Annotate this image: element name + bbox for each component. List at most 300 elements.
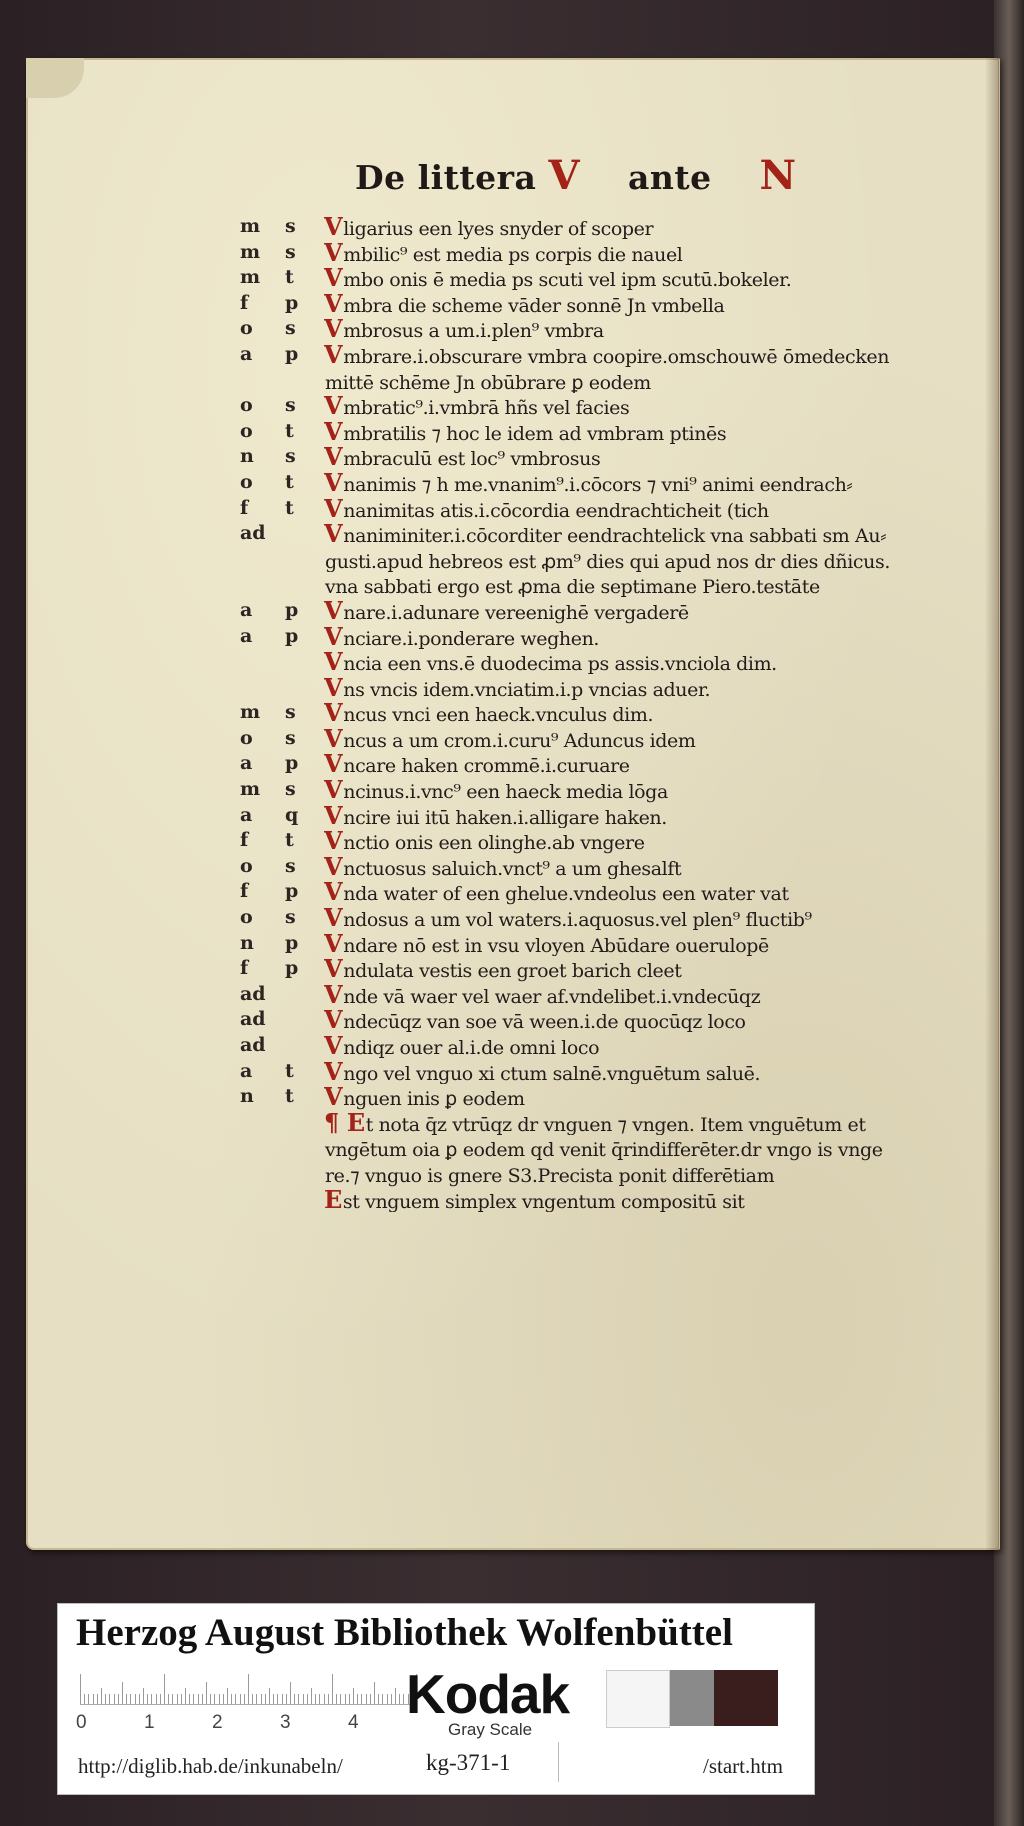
text-line [240,342,930,368]
entry-text [324,1135,930,1161]
ruler-tick [181,1694,182,1704]
ruler-tick [193,1694,194,1704]
rubric-initial: ¶ E [324,1109,365,1136]
entry-body: ndecūqz van soe vā ween.i.de quocūqz loco [343,1011,746,1033]
text-line [240,675,930,701]
margin-note-gender: ad [240,522,266,545]
ruler-tick [332,1674,333,1704]
margin-note-gender: o [240,906,253,929]
margin-note-gender: m [240,266,261,289]
text-line [240,240,930,266]
ruler-tick [378,1694,379,1704]
entry-body: t nota q̄z vtrūqz dr vnguen ⁊ vngen. Item vnguētum et [365,1113,866,1136]
margin-note-gender: n [240,445,254,468]
margin-note-conjugation: p [285,342,299,365]
rubric-initial: V [324,1084,343,1110]
ruler-tick [240,1694,241,1704]
ruler-tick [244,1694,245,1704]
ruler-tick [345,1694,346,1704]
rubric-initial: V [324,393,343,419]
entry-body: nare.i.adunare vereenighē vergaderē [343,601,689,624]
entry-text [324,342,930,368]
rubric-initial: V [324,1058,343,1085]
entry-body: ncus vnci een haeck.vnculus dim. [343,704,654,726]
gray-patch [670,1670,714,1726]
entry-body: ndulata vestis een groet barich cleet [343,960,682,982]
margin-note-conjugation: p [285,752,299,775]
margin-note-gender: f [240,829,249,852]
text-line [240,649,930,675]
text-line [240,521,930,547]
entry-body: st vnguem simplex vngentum compositū sit [342,1190,745,1213]
entry-text [324,803,930,829]
library-title: Herzog August Bibliothek Wolfenbüttel [76,1611,733,1654]
margin-note-conjugation: p [285,598,299,621]
margin-note-conjugation: p [285,880,299,903]
text-line [240,726,930,752]
entry-text [324,444,930,470]
margin-note-conjugation: p [285,957,299,980]
text-line [240,1161,930,1187]
text-line [240,1110,930,1136]
entry-body: ligarius een lyes snyder of scoper [343,218,654,240]
ruler-tick [88,1694,89,1704]
text-line [240,368,930,394]
entry-body: ncire iui itū haken.i.alligare haken. [343,806,667,829]
entry-body: mittē schēme Jn obūbrare ꝑ eodem [325,371,651,394]
entry-body: mbra die scheme vāder sonnē Jn vmbella [343,294,725,317]
ruler-tick [80,1674,81,1704]
margin-note-gender: f [240,496,249,519]
gray-scale-label: Gray Scale [448,1720,533,1739]
ruler-tick [151,1694,152,1704]
entry-text [324,598,930,624]
margin-note-conjugation: t [285,470,294,493]
entry-text [324,470,930,496]
rubric-initial: V [324,930,343,957]
rubric-initial: V [324,649,343,675]
entry-text [324,675,930,701]
ruler-tick [370,1694,371,1704]
entry-text [324,931,930,957]
margin-note-gender: ad [240,1034,266,1056]
margin-note-conjugation: s [285,240,296,263]
rubric-initial: V [324,700,343,726]
entry-text [324,700,930,726]
ruler-tick [391,1694,392,1704]
entry-body: naniminiter.i.cōcorditer eendrachtelick vna sabbati sm Au⸗ [343,525,887,547]
header-prefix: De littera [355,158,537,197]
entry-body: ncinus.i.vnc⁹ een haeck media lōga [343,781,668,803]
ruler-tick [219,1694,220,1704]
entry-text [324,419,930,445]
rubric-initial: V [324,265,343,291]
entry-text [324,1084,930,1110]
rubric-initial: V [324,1007,343,1033]
text-line [240,777,930,803]
ruler-tick [374,1682,375,1704]
margin-note-conjugation: s [285,394,296,417]
margin-note-conjugation: q [285,803,299,826]
ruler-tick [269,1688,270,1704]
rubric-initial: V [324,239,343,266]
ruler-tick [231,1694,232,1704]
ruler-tick [311,1688,312,1704]
header-letter-2: N [759,152,797,199]
entry-body: mbo onis ē media ps scuti vel ipm scutū.bokeler. [343,269,792,291]
white-patch [606,1670,670,1728]
entry-text [324,496,930,522]
entry-body: vngētum oia ꝑ eodem qd venit q̄rindifferēter.dr vngo is vnge [325,1139,883,1161]
entry-body: ndiqz ouer al.i.de omni loco [343,1037,600,1059]
ruler-tick [382,1694,383,1704]
ruler-tick [227,1688,228,1704]
margin-note-conjugation: s [285,854,296,877]
entry-body: ns vncis idem.vnciatim.i.p vncias aduer. [343,678,711,701]
text-block [240,214,930,1212]
margin-note-gender: a [240,624,253,647]
margin-note-conjugation: t [285,419,294,442]
text-line [240,444,930,470]
margin-note-conjugation: p [285,291,299,314]
margin-note-conjugation: t [285,496,294,519]
margin-note-conjugation: s [285,778,296,801]
entry-body: re.⁊ vnguo is gnere S3.Precista ponit differētiam [325,1164,775,1187]
ruler-tick [353,1688,354,1704]
text-line [240,624,930,650]
margin-note-gender: o [240,854,253,877]
header-letter: V [548,152,580,199]
rubric-initial: V [324,469,343,496]
rubric-initial: V [324,495,343,522]
margin-note-gender: m [240,778,261,801]
ruler-tick [328,1694,329,1704]
shelfmark: kg-371-1 [426,1750,511,1775]
rubric-initial: V [324,725,343,752]
rubric-initial: V [324,290,343,317]
margin-note-gender: a [240,803,253,826]
text-line [240,1135,930,1161]
text-line [240,956,930,982]
entry-text [324,854,930,880]
rubric-initial: V [324,1033,343,1059]
rubric-initial: V [324,597,343,624]
ruler-number: 2 [212,1712,223,1733]
ruler-tick [277,1694,278,1704]
margin-note-gender: n [240,1085,254,1108]
ruler-tick [256,1694,257,1704]
ruler-tick [319,1694,320,1704]
text-line [240,1187,930,1213]
color-target [57,1603,815,1795]
ruler-tick [324,1694,325,1704]
margin-note-conjugation: t [285,1059,294,1082]
margin-note-gender: m [240,215,261,237]
ruler-tick [366,1694,367,1704]
ruler-tick [235,1694,236,1704]
text-line [240,291,930,317]
margin-note-gender: m [240,701,261,724]
margin-note-conjugation: s [285,445,296,468]
entry-body: mbrare.i.obscurare vmbra coopire.omschouwē ōmedecken [343,345,890,368]
text-line [240,419,930,445]
margin-note-conjugation: t [285,829,294,852]
text-line [240,598,930,624]
ruler-tick [214,1694,215,1704]
ruler-tick [101,1688,102,1704]
entry-text [324,368,930,394]
entry-body: mbilic⁹ est media ps corpis die nauel [343,243,683,266]
rubric-initial: V [324,828,343,854]
margin-note-gender: o [240,726,253,749]
ruler-tick [403,1694,404,1704]
margin-note-gender: f [240,880,249,903]
entry-text [324,547,930,573]
text-line [240,982,930,1008]
rubric-initial: V [324,418,343,445]
entry-text [324,265,930,291]
text-line [240,214,930,240]
entry-text [324,751,930,777]
margin-note-gender: ad [240,1008,266,1031]
ruler-tick [248,1674,249,1704]
ruler-tick [349,1694,350,1704]
text-line [240,1007,930,1033]
entry-text [324,1033,930,1059]
entry-text [324,1161,930,1187]
page-gutter-shadow [985,58,999,1550]
running-header [355,152,797,202]
ruler-tick [135,1694,136,1704]
text-line [240,572,930,598]
entry-text [324,1187,930,1213]
ruler-tick [303,1694,304,1704]
ruler-tick [160,1694,161,1704]
rubric-initial: V [324,853,343,880]
entry-body: nda water of een ghelue.vndeolus een water vat [343,883,789,906]
entry-text [324,1059,930,1085]
rubric-initial: V [324,316,343,342]
margin-note-conjugation: s [285,215,296,237]
entry-body: ngo vel vnguo xi ctum salnē.vnguētum saluē. [343,1062,761,1085]
ruler-tick [168,1694,169,1704]
margin-note-conjugation: p [285,931,299,954]
entry-text [324,905,930,931]
ruler-tick [189,1694,190,1704]
entry-text [324,1007,930,1033]
margin-note-gender: f [240,291,249,314]
text-line [240,316,930,342]
ruler-tick [294,1694,295,1704]
ruler-tick [290,1682,291,1704]
ruler-tick [172,1694,173,1704]
ruler-tick [261,1694,262,1704]
entry-body: vna sabbati ergo est ꝓma die septimane Piero.testāte [325,576,820,598]
rubric-initial: V [324,879,343,906]
ruler-tick [206,1682,207,1704]
text-line [240,393,930,419]
entry-body: ndare nō est in vsu vloyen Abūdare ouerulopē [343,934,769,957]
margin-note-conjugation: t [285,266,294,289]
ruler [80,1670,416,1705]
ruler-tick [139,1694,140,1704]
ruler-tick [126,1694,127,1704]
entry-body: ncia een vns.ē duodecima ps assis.vnciola dim. [343,653,777,675]
entry-body: nctuosus saluich.vnct⁹ a um ghesalft [343,857,682,880]
rubric-initial: V [324,981,343,1008]
ruler-tick [164,1674,165,1704]
entry-body: ncus a um crom.i.curu⁹ Aduncus idem [343,729,696,752]
black-patch [714,1670,778,1726]
entry-text [324,726,930,752]
entry-body: nciare.i.ponderare weghen. [343,627,600,650]
rubric-initial: V [324,956,343,982]
margin-note-gender: o [240,419,253,442]
entry-body: mbratilis ⁊ hoc le idem ad vmbram ptinēs [343,422,727,445]
entry-body: gusti.apud hebreos est ꝓm⁹ dies qui apud nos dr dies dñicus. [325,550,890,573]
entry-text [324,879,930,905]
ruler-tick [387,1694,388,1704]
text-line [240,905,930,931]
entry-text [324,1110,930,1136]
rubric-initial: V [324,802,343,829]
entry-text [324,828,930,854]
ruler-tick [357,1694,358,1704]
margin-note-gender: a [240,1059,253,1082]
margin-note-gender: a [240,342,253,365]
ruler-numbers [76,1712,416,1736]
text-line [240,879,930,905]
entry-text [324,777,930,803]
entry-text [324,624,930,650]
text-line [240,828,930,854]
entry-body: ncare haken crommē.i.curuare [343,755,630,778]
entry-body: mbrosus a um.i.plen⁹ vmbra [343,320,604,342]
margin-note-conjugation: s [285,701,296,724]
ruler-tick [202,1694,203,1704]
margin-note-gender: a [240,598,253,621]
ruler-tick [147,1694,148,1704]
entry-text [324,214,930,240]
header-middle: ante [627,158,712,197]
ruler-number: 3 [280,1712,291,1733]
entry-body: ndosus a um vol waters.i.aquosus.vel plen⁹ fluctib⁹ [343,909,812,931]
ruler-tick [298,1694,299,1704]
margin-note-gender: f [240,957,249,980]
entry-body: nguen inis ꝑ eodem [343,1088,525,1110]
ruler-tick [118,1694,119,1704]
ruler-tick [122,1682,123,1704]
ruler-tick [97,1694,98,1704]
text-line [240,931,930,957]
ruler-tick [252,1694,253,1704]
ruler-tick [286,1694,287,1704]
ruler-tick [315,1694,316,1704]
entry-body: mbratic⁹.i.vmbrā hñs vel facies [343,397,630,419]
ruler-tick [177,1694,178,1704]
margin-note-gender: n [240,931,254,954]
ruler-tick [399,1694,400,1704]
rubric-initial: V [324,674,343,701]
entry-body: nctio onis een olinghe.ab vngere [343,832,645,854]
rubric-initial: V [324,521,343,547]
rubric-initial: V [324,777,343,803]
margin-note-gender: m [240,240,261,263]
ruler-number: 4 [348,1712,359,1733]
entry-text [324,393,930,419]
start-path: /start.htm [703,1754,783,1778]
rubric-initial: V [324,341,343,368]
margin-note-gender: ad [240,982,266,1005]
margin-note-gender: o [240,394,253,417]
ruler-number: 0 [76,1712,87,1733]
entry-body: nanimis ⁊ h me.vnanim⁹.i.cōcors ⁊ vni⁹ animi eendrach⸗ [343,473,853,496]
source-url: http://diglib.hab.de/inkunabeln/ [78,1754,343,1778]
text-line [240,1059,930,1085]
ruler-number: 1 [144,1712,155,1733]
entry-text [324,316,930,342]
text-line [240,751,930,777]
ruler-tick [395,1688,396,1704]
text-line [240,496,930,522]
ruler-tick [307,1694,308,1704]
ruler-tick [340,1694,341,1704]
entry-body: nanimitas atis.i.cōcordia eendrachticheit (tich [343,499,769,522]
ruler-tick [336,1694,337,1704]
margin-note-conjugation: s [285,726,296,749]
divider [558,1742,559,1782]
ruler-tick [105,1694,106,1704]
ruler-tick [109,1694,110,1704]
entry-text [324,291,930,317]
ruler-tick [273,1694,274,1704]
rubric-initial: V [324,751,343,778]
kodak-logo: Kodak [406,1663,570,1725]
ruler-tick [210,1694,211,1704]
entry-text [324,240,930,266]
text-line [240,1033,930,1059]
text-line [240,803,930,829]
ruler-tick [265,1694,266,1704]
rubric-initial: V [324,623,343,650]
text-line [240,700,930,726]
rubric-initial: V [324,905,343,931]
rubric-initial: E [324,1186,342,1213]
rubric-initial: V [324,214,343,240]
ruler-tick [223,1694,224,1704]
entry-body: nde vā waer vel waer af.vndelibet.i.vndecūqz [343,985,761,1008]
text-line [240,265,930,291]
ruler-tick [198,1694,199,1704]
margin-note-gender: o [240,470,253,493]
rubric-initial: V [324,444,343,470]
entry-text [324,572,930,598]
margin-note-gender: o [240,317,253,340]
ruler-tick [361,1694,362,1704]
text-line [240,854,930,880]
margin-note-gender: a [240,752,253,775]
text-line [240,547,930,573]
ruler-tick [93,1694,94,1704]
entry-text [324,521,930,547]
margin-note-conjugation: p [285,624,299,647]
ruler-tick [185,1688,186,1704]
text-line [240,470,930,496]
entry-text [324,956,930,982]
ruler-tick [282,1694,283,1704]
ruler-tick [84,1694,85,1704]
ruler-tick [143,1688,144,1704]
